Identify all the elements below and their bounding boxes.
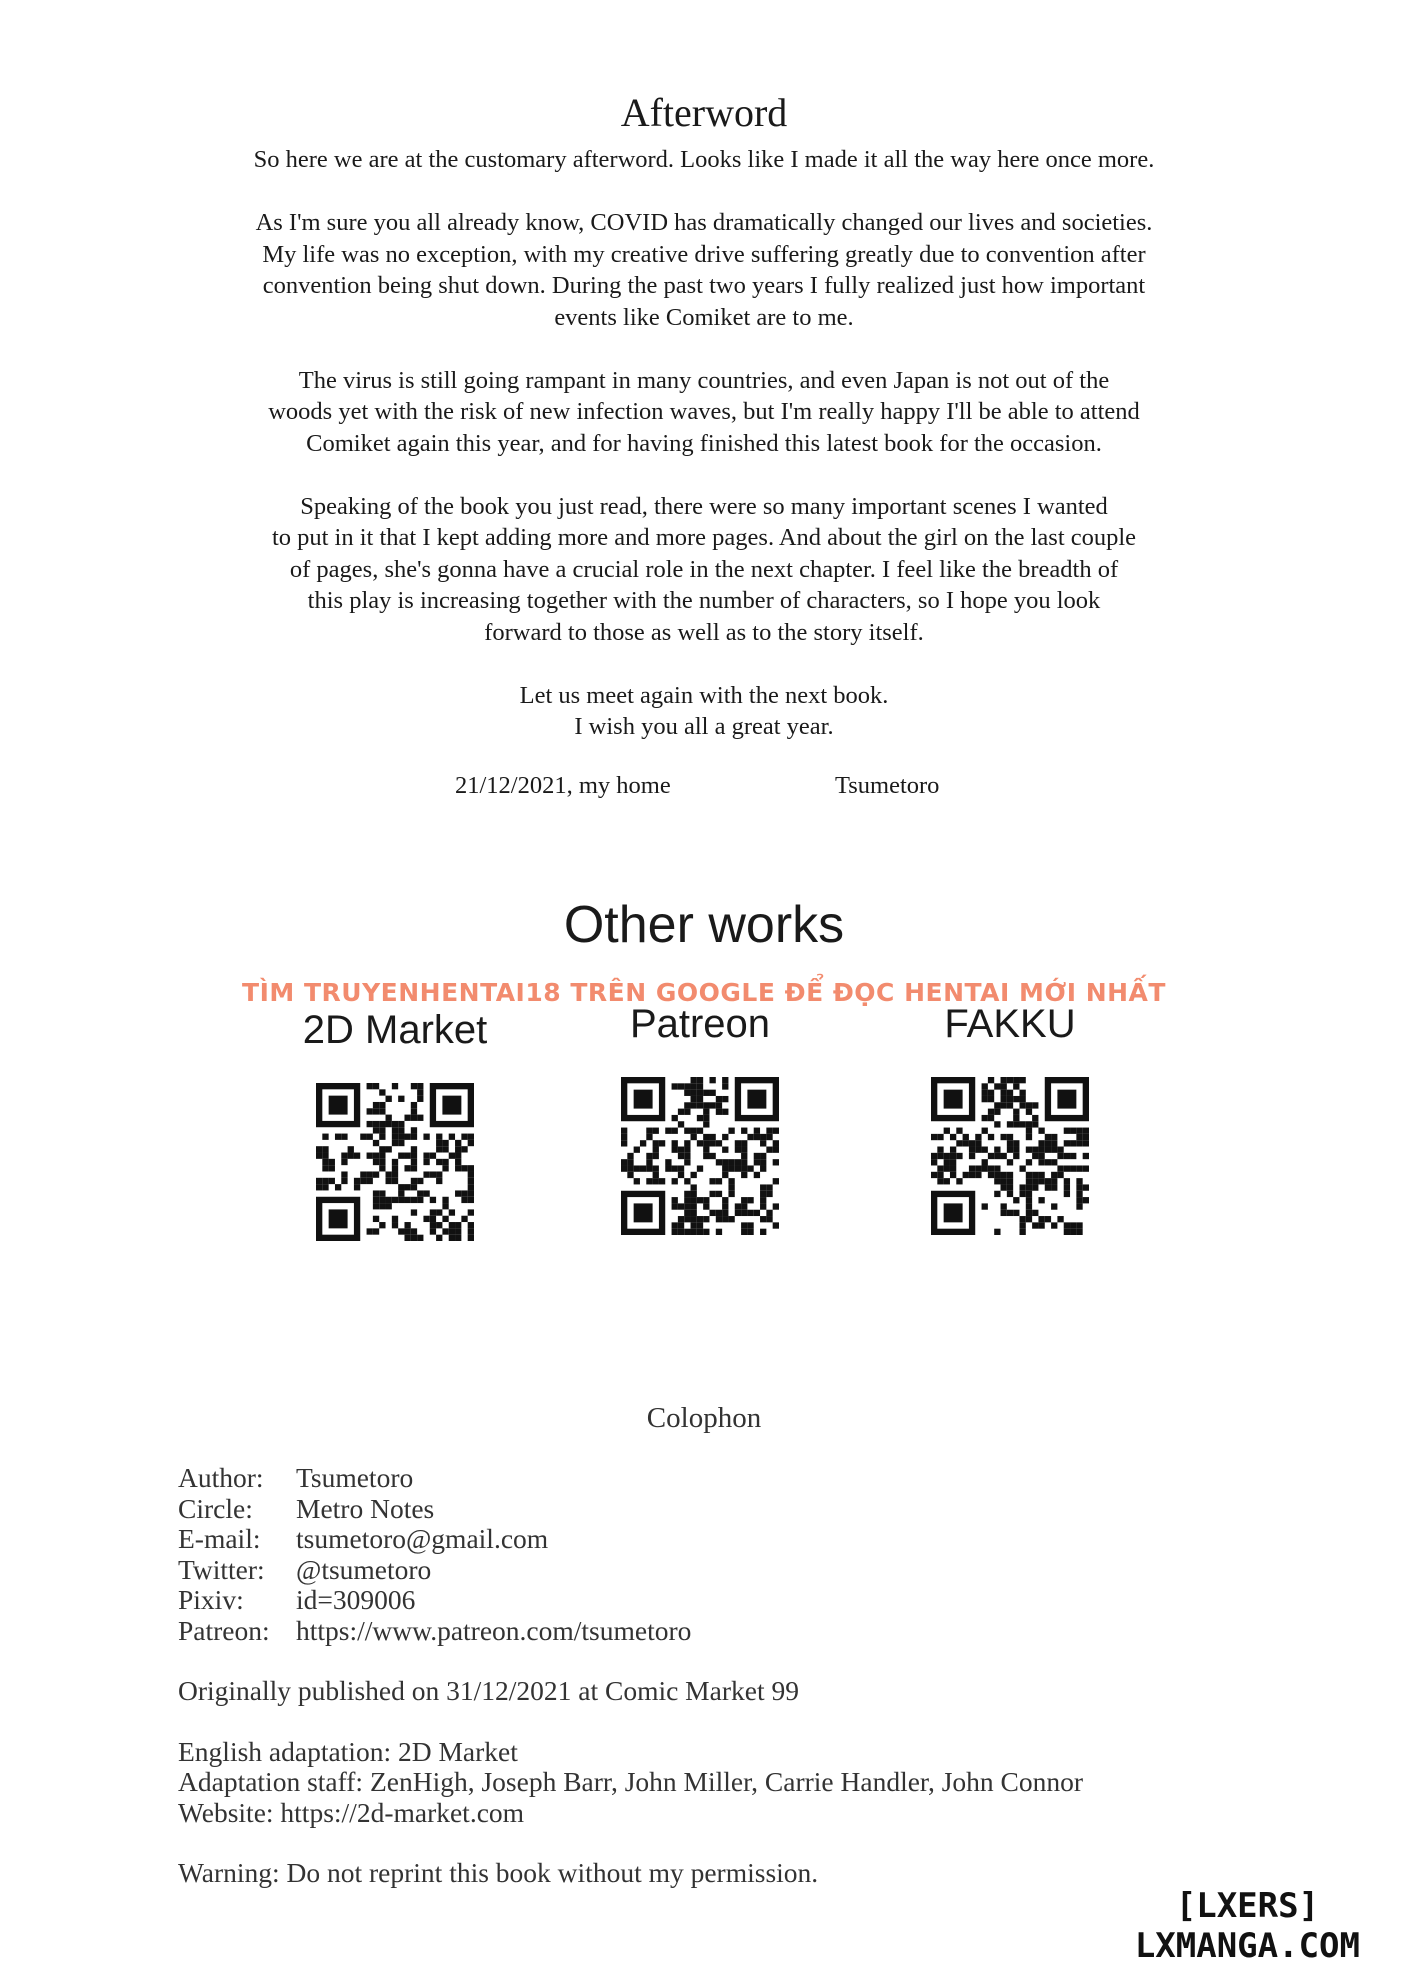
colophon-value[interactable]: tsumetoro@gmail.com bbox=[296, 1523, 549, 1554]
colophon-row bbox=[178, 1616, 1083, 1647]
text-line: events like Comiket are to me. bbox=[554, 303, 854, 331]
store-2d-market[interactable] bbox=[270, 1008, 520, 1241]
colophon-row bbox=[178, 1463, 1083, 1494]
colophon-row bbox=[178, 1585, 1083, 1616]
colophon-value: Tsumetoro bbox=[296, 1462, 414, 1493]
colophon-label: Pixiv: bbox=[178, 1584, 244, 1615]
text-line: forward to those as well as to the story itself. bbox=[484, 618, 924, 646]
colophon-value: id=309006 bbox=[296, 1584, 416, 1615]
qr-code-icon[interactable] bbox=[316, 1083, 474, 1241]
afterword-paragraph bbox=[154, 144, 1254, 176]
text-line: Comiket again this year, and for having finished this latest book for the occasion. bbox=[306, 429, 1102, 457]
colophon-value[interactable]: https://www.patreon.com/tsumetoro bbox=[296, 1614, 692, 1646]
store-label: Patreon bbox=[629, 1002, 771, 1046]
colophon-row bbox=[178, 1555, 1083, 1586]
colophon-value[interactable]: @tsumetoro bbox=[296, 1553, 432, 1585]
text-line: convention being shut down. During the past two years I fully realized just how important bbox=[262, 272, 1146, 299]
colophon-row bbox=[178, 1524, 1083, 1555]
watermark-banner: TÌM TRUYENHENTAI18 TRÊN GOOGLE ĐỂ ĐỌC HENTAI MỚI NHẤT bbox=[242, 978, 1166, 1007]
text-line: So here we are at the customary afterword. Looks like I made it all the way here once more. bbox=[253, 146, 1155, 173]
qr-code-icon[interactable] bbox=[931, 1077, 1089, 1235]
afterword-paragraph bbox=[154, 365, 1254, 460]
text-line: Let us meet again with the next book. bbox=[519, 681, 889, 709]
staff-note: Adaptation staff: ZenHigh, Joseph Barr, John Miller, Carrie Handler, John Connor bbox=[178, 1766, 1084, 1797]
qr-code-icon[interactable] bbox=[621, 1077, 779, 1235]
text-line: Speaking of the book you just read, there were so many important scenes I wanted bbox=[300, 492, 1108, 520]
colophon-value: Metro Notes bbox=[296, 1492, 435, 1524]
colophon-label: Patreon: bbox=[178, 1614, 270, 1646]
site-badge bbox=[1135, 1886, 1360, 1966]
colophon-title: Colophon bbox=[646, 1402, 762, 1434]
store-label: FAKKU bbox=[944, 1002, 1076, 1046]
colophon-label: Twitter: bbox=[178, 1553, 265, 1585]
colophon-label: Author: bbox=[178, 1462, 264, 1493]
colophon bbox=[178, 1463, 1083, 1889]
page-title: Afterword bbox=[620, 89, 788, 135]
published-note: Originally published on 31/12/2021 at Comic Market 99 bbox=[178, 1675, 799, 1706]
afterword-paragraph bbox=[154, 207, 1254, 333]
afterword-paragraph bbox=[154, 491, 1254, 649]
store-fakku[interactable] bbox=[885, 1002, 1135, 1235]
afterword-paragraph bbox=[154, 680, 1254, 743]
badge-line: [LXERS] bbox=[1175, 1886, 1320, 1926]
text-line: The virus is still going rampant in many countries, and even Japan is not out of the bbox=[298, 366, 1110, 394]
badge-line: LXMANGA.COM bbox=[1134, 1926, 1360, 1966]
text-line: this play is increasing together with the number of characters, so I hope you look bbox=[307, 587, 1101, 614]
afterword-body bbox=[154, 144, 1254, 774]
adaptation-note: English adaptation: 2D Market bbox=[178, 1735, 518, 1767]
website-note[interactable]: Website: https://2d-market.com bbox=[178, 1796, 525, 1828]
colophon-label: E-mail: bbox=[178, 1523, 261, 1554]
text-line: As I'm sure you all already know, COVID has dramatically changed our lives and societies. bbox=[255, 209, 1153, 236]
text-line: I wish you all a great year. bbox=[574, 713, 834, 740]
warning-note: Warning: Do not reprint this book without my permission. bbox=[178, 1857, 819, 1888]
signature-date: 21/12/2021, my home bbox=[455, 772, 671, 799]
section-title-other-works: Other works bbox=[563, 896, 845, 954]
text-line: woods yet with the risk of new infection waves, but I'm really happy I'll be able to attend bbox=[268, 398, 1140, 425]
colophon-row bbox=[178, 1494, 1083, 1525]
text-line: of pages, she's gonna have a crucial role in the next chapter. I feel like the breadth of bbox=[289, 555, 1119, 583]
signature-author: Tsumetoro bbox=[835, 772, 940, 799]
store-label: 2D Market bbox=[302, 1008, 488, 1052]
text-line: to put in it that I kept adding more and more pages. And about the girl on the last couple bbox=[271, 524, 1137, 551]
text-line: My life was no exception, with my creative drive suffering greatly due to convention after bbox=[262, 240, 1146, 268]
colophon-label: Circle: bbox=[178, 1492, 253, 1524]
store-patreon[interactable] bbox=[575, 1002, 825, 1235]
